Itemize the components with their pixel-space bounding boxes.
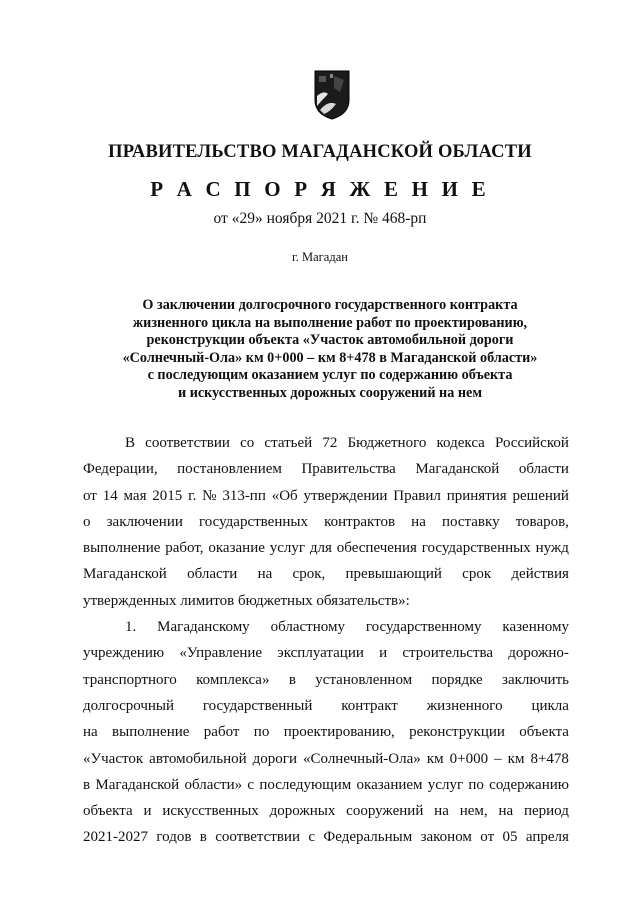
body-word: в bbox=[288, 671, 296, 688]
body-word: государственных bbox=[421, 540, 531, 557]
body-word: на bbox=[434, 803, 449, 820]
subject-line: О заключении долгосрочного государственного контракта bbox=[142, 297, 518, 313]
body-word: срок, bbox=[292, 566, 326, 583]
body-word: дороги bbox=[252, 750, 297, 767]
body-word: оказанием bbox=[356, 776, 423, 793]
body-word: Бюджетного bbox=[347, 435, 427, 451]
body-word: в bbox=[199, 829, 207, 846]
body-word: дорожно- bbox=[508, 645, 569, 662]
body-text-line bbox=[83, 746, 569, 772]
body-word: решений bbox=[512, 487, 569, 504]
body-word: соответствии bbox=[215, 829, 300, 846]
body-word: порядке bbox=[431, 671, 483, 688]
body-word: период bbox=[523, 803, 569, 820]
body-text-line bbox=[83, 798, 569, 824]
body-word: дорожных bbox=[269, 803, 336, 820]
body-word: оказание bbox=[208, 540, 265, 557]
body-word: км bbox=[507, 750, 525, 767]
body-word: годов bbox=[156, 829, 192, 846]
body-word: законом bbox=[420, 829, 472, 846]
government-title: ПРАВИТЕЛЬСТВО МАГАДАНСКОЙ ОБЛАСТИ bbox=[108, 142, 532, 162]
body-text-line bbox=[83, 456, 569, 482]
body-word: о bbox=[83, 513, 91, 530]
body-word: постановлением bbox=[177, 461, 282, 478]
subject-line: с последующим оказанием услуг по содержанию объекта bbox=[147, 367, 513, 383]
body-word: Магаданской bbox=[415, 461, 500, 478]
body-word: жизненного bbox=[426, 697, 503, 714]
body-text-line bbox=[83, 509, 569, 535]
body-text-line bbox=[83, 824, 569, 850]
body-word: для bbox=[309, 540, 332, 557]
body-text-line bbox=[83, 772, 569, 798]
body-word: реконструкции bbox=[409, 724, 505, 741]
body-word: цикла bbox=[531, 697, 569, 714]
body-word: государственных bbox=[199, 513, 308, 530]
body-word: транспортного bbox=[83, 671, 177, 688]
document-body bbox=[83, 430, 569, 851]
body-word: казенному bbox=[502, 619, 569, 636]
body-word: эксплуатации bbox=[277, 645, 364, 662]
body-word: км bbox=[426, 750, 444, 767]
body-word: 0+000 bbox=[449, 750, 489, 767]
body-word: услуг bbox=[269, 540, 306, 557]
body-word: от bbox=[480, 829, 495, 846]
body-text-line bbox=[83, 483, 569, 509]
body-word: на bbox=[498, 803, 514, 820]
body-word: объекта bbox=[83, 803, 133, 820]
body-word: апреля bbox=[525, 829, 569, 846]
body-word: государственный bbox=[202, 697, 313, 714]
body-word: Правил bbox=[393, 487, 441, 504]
body-word: Федеральным bbox=[323, 829, 413, 846]
body-word: «Управление bbox=[179, 645, 263, 662]
body-word: долгосрочный bbox=[83, 697, 175, 714]
body-word: заключении bbox=[106, 513, 183, 530]
body-word: искусственных bbox=[162, 803, 259, 820]
body-word: 05 bbox=[502, 829, 518, 846]
body-word: на bbox=[83, 724, 98, 741]
body-word: 8+478 bbox=[530, 750, 569, 767]
body-word: В bbox=[125, 435, 136, 451]
body-word: срок bbox=[462, 566, 492, 583]
body-word: работ, bbox=[165, 540, 204, 557]
body-word: соответствии bbox=[145, 435, 230, 451]
body-word: обеспечения bbox=[336, 540, 417, 557]
body-word: последующим bbox=[259, 776, 352, 793]
body-word: со bbox=[240, 435, 255, 451]
body-word: комплекса» bbox=[196, 671, 270, 688]
body-word: действия bbox=[511, 566, 569, 583]
body-word: области bbox=[518, 461, 569, 478]
body-word: заключить bbox=[502, 671, 569, 688]
body-word: – bbox=[494, 750, 502, 767]
body-word: сооружений bbox=[346, 803, 424, 820]
body-word: работ bbox=[203, 724, 240, 741]
body-word: и bbox=[379, 645, 388, 662]
body-word: государственному bbox=[365, 619, 482, 636]
coat-of-arms-icon bbox=[314, 70, 350, 120]
body-word: выполнение bbox=[112, 724, 190, 741]
body-word: проектированию, bbox=[283, 724, 395, 741]
body-word: Магаданской bbox=[83, 566, 167, 583]
body-text-line bbox=[83, 640, 569, 666]
body-text-line bbox=[83, 719, 569, 745]
body-word: с bbox=[247, 776, 255, 793]
body-word: по bbox=[468, 776, 484, 793]
document-date-number: от «29» ноября 2021 г. № 468-рп bbox=[213, 210, 427, 227]
body-word: Российской bbox=[494, 435, 569, 451]
body-word: принятия bbox=[446, 487, 507, 504]
body-word: 2021-2027 bbox=[83, 829, 148, 846]
body-word: и bbox=[143, 803, 152, 820]
body-word: услуг bbox=[427, 776, 464, 793]
body-word: кодекса bbox=[436, 435, 485, 451]
subject-line: жизненного цикла на выполнение работ по проектированию, bbox=[132, 314, 528, 331]
subject-line: реконструкции объекта «Участок автомобильной дороги bbox=[146, 332, 514, 348]
body-word: областному bbox=[270, 619, 345, 636]
subject-line: «Солнечный-Ола» км 0+000 – км 8+478 в Магаданской области» bbox=[122, 349, 538, 366]
body-word: статьей bbox=[264, 435, 313, 451]
body-word: г. bbox=[188, 487, 197, 504]
body-word: учреждению bbox=[83, 645, 165, 662]
body-word: утвержденных лимитов бюджетных обязательств»: bbox=[83, 592, 410, 609]
body-word: строительства bbox=[402, 645, 494, 662]
body-word: «Об bbox=[271, 487, 298, 504]
subject-line: и искусственных дорожных сооружений на нем bbox=[177, 384, 482, 401]
document-city: г. Магадан bbox=[292, 250, 348, 264]
body-text-line bbox=[83, 588, 569, 614]
body-word: превышающий bbox=[345, 566, 442, 583]
body-word: 14 bbox=[102, 487, 118, 504]
body-word: 1. bbox=[125, 619, 137, 636]
body-word: объекта bbox=[519, 724, 569, 741]
body-word: 2015 bbox=[152, 487, 183, 504]
body-text-line bbox=[83, 667, 569, 693]
body-word: Магаданской bbox=[95, 776, 180, 793]
body-word: с bbox=[308, 829, 316, 846]
body-word: установленном bbox=[315, 671, 413, 688]
body-word: Правительства bbox=[301, 461, 396, 478]
body-word: от bbox=[83, 487, 97, 504]
body-word: № bbox=[202, 487, 217, 504]
body-word: «Участок bbox=[83, 750, 144, 767]
body-word: поставку bbox=[441, 513, 500, 530]
body-word: товаров, bbox=[515, 513, 569, 530]
body-word: по bbox=[253, 724, 270, 741]
body-word: контрактов bbox=[324, 513, 396, 530]
body-word: на bbox=[257, 566, 273, 583]
document-type: Р А С П О Р Я Ж Е Н И Е bbox=[150, 177, 490, 201]
body-text-line bbox=[83, 693, 569, 719]
body-word: области» bbox=[184, 776, 243, 793]
body-word: 72 bbox=[322, 435, 338, 451]
body-word: содержанию bbox=[489, 776, 569, 793]
body-word: мая bbox=[123, 487, 147, 504]
body-word: «Солнечный-Ола» bbox=[303, 750, 421, 767]
body-word: Магаданскому bbox=[157, 619, 250, 636]
body-word: автомобильной bbox=[149, 750, 247, 767]
body-text-line bbox=[83, 614, 569, 640]
body-word: утверждении bbox=[303, 487, 388, 504]
body-word: нужд bbox=[535, 540, 569, 557]
body-word: Федерации, bbox=[83, 461, 158, 478]
body-word: контракт bbox=[341, 697, 398, 714]
body-word: нем, bbox=[459, 803, 488, 820]
body-word: на bbox=[411, 513, 426, 530]
body-word: 313-пп bbox=[222, 487, 266, 504]
body-word: области bbox=[187, 566, 238, 583]
document-subject bbox=[90, 297, 570, 402]
body-text-line bbox=[83, 535, 569, 561]
body-word: выполнение bbox=[83, 540, 161, 557]
body-text-line bbox=[83, 561, 569, 587]
body-text-line bbox=[83, 430, 569, 456]
body-word: в bbox=[83, 776, 91, 793]
